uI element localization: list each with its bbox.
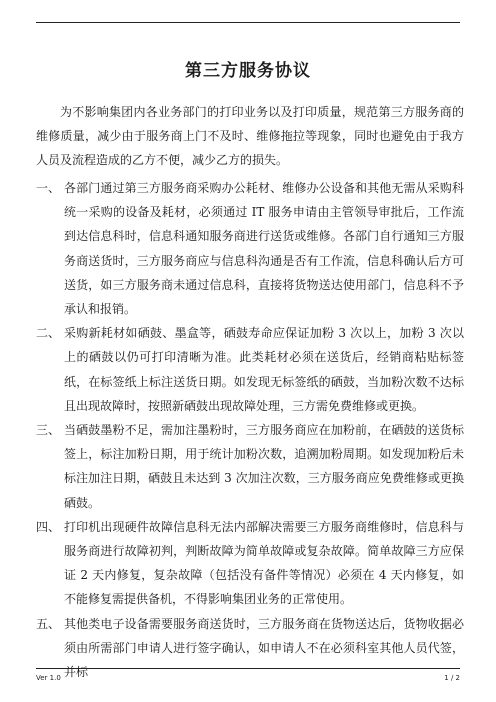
clause-list xyxy=(36,176,464,684)
clause-text: 当硒鼓墨粉不足，需加注墨粉时，三方服务商应在加粉前，在硒鼓的送货标签上，标注加粉日期，用于统计加粉次数，追溯加粉周期。如发现加粉后未标注加注日期，硒鼓且未达到 3 次加注次数，三方服务商应免费维修或更换硒鼓。 xyxy=(64,423,464,510)
clause-number: 二、 xyxy=(36,326,61,341)
clause-5 xyxy=(36,612,464,685)
clause-number: 三、 xyxy=(36,423,61,438)
page-number: 1 / 2 xyxy=(444,674,460,682)
intro-paragraph: 为不影响集团内各业务部门的打印业务以及打印质量，规范第三方服务商的维修质量，减少由于服务商上门不及时、维修拖拉等现象，同时也避免由于我方人员及流程造成的乙方不便，减少乙方的损失。 xyxy=(36,105,464,167)
clause-1 xyxy=(36,176,464,321)
clause-2 xyxy=(36,321,464,418)
clause-3 xyxy=(36,418,464,515)
clause-text: 其他类电子设备需要服务商送货时，三方服务商在货物送达后，货物收据必须由所需部门申请人进行签字确认，如申请人不在必须科室其他人员代签，并标 xyxy=(64,616,464,680)
clause-text: 打印机出现硬件故障信息科无法内部解决需要三方服务商维修时，信息科与服务商进行故障初判，判断故障为简单故障或复杂故障。简单故障三方应保证 2 天内修复，复杂故障（包括没有备件等情况）必须在 4 天内修复，如不能修复需提供备机，不得影响集团业务的正常使用。 xyxy=(64,519,464,607)
clause-number: 一、 xyxy=(36,181,61,195)
clause-4 xyxy=(36,515,464,612)
clause-number: 四、 xyxy=(36,519,61,534)
version-label: Ver 1.0 xyxy=(36,674,61,682)
header-rule xyxy=(36,22,460,23)
document-title: 第三方服务协议 xyxy=(185,61,311,81)
clause-text: 各部门通过第三方服务商采购办公耗材、维修办公设备和其他无需从采购科统一采购的设备及耗材，必须通过 IT 服务申请由主管领导审批后，工作流到达信息科时，信息科通知服务商进行送货或维修。各部门自行通知三方服务商送货时，三方服务商应与信息科沟通是否有工作流，信息科确认后方可送货，如三方服务商未通过信息科，直接将货物送达使用部门，信息科不予承认和报销。 xyxy=(64,181,464,317)
clause-number: 五、 xyxy=(36,616,61,631)
clause-text: 采购新耗材如硒鼓、墨盒等，硒鼓寿命应保证加粉 3 次以上，加粉 3 次以上的硒鼓以仍可打印清晰为准。此类耗材必须在送货后，经销商粘贴标签纸，在标签纸上标注送货日期。如发现无标签纸的硒鼓，当加粉次数不达标且出现故障时，按照新硒鼓出现故障处理，三方需免费维修或更换。 xyxy=(64,326,464,413)
footer-rule xyxy=(36,668,460,669)
